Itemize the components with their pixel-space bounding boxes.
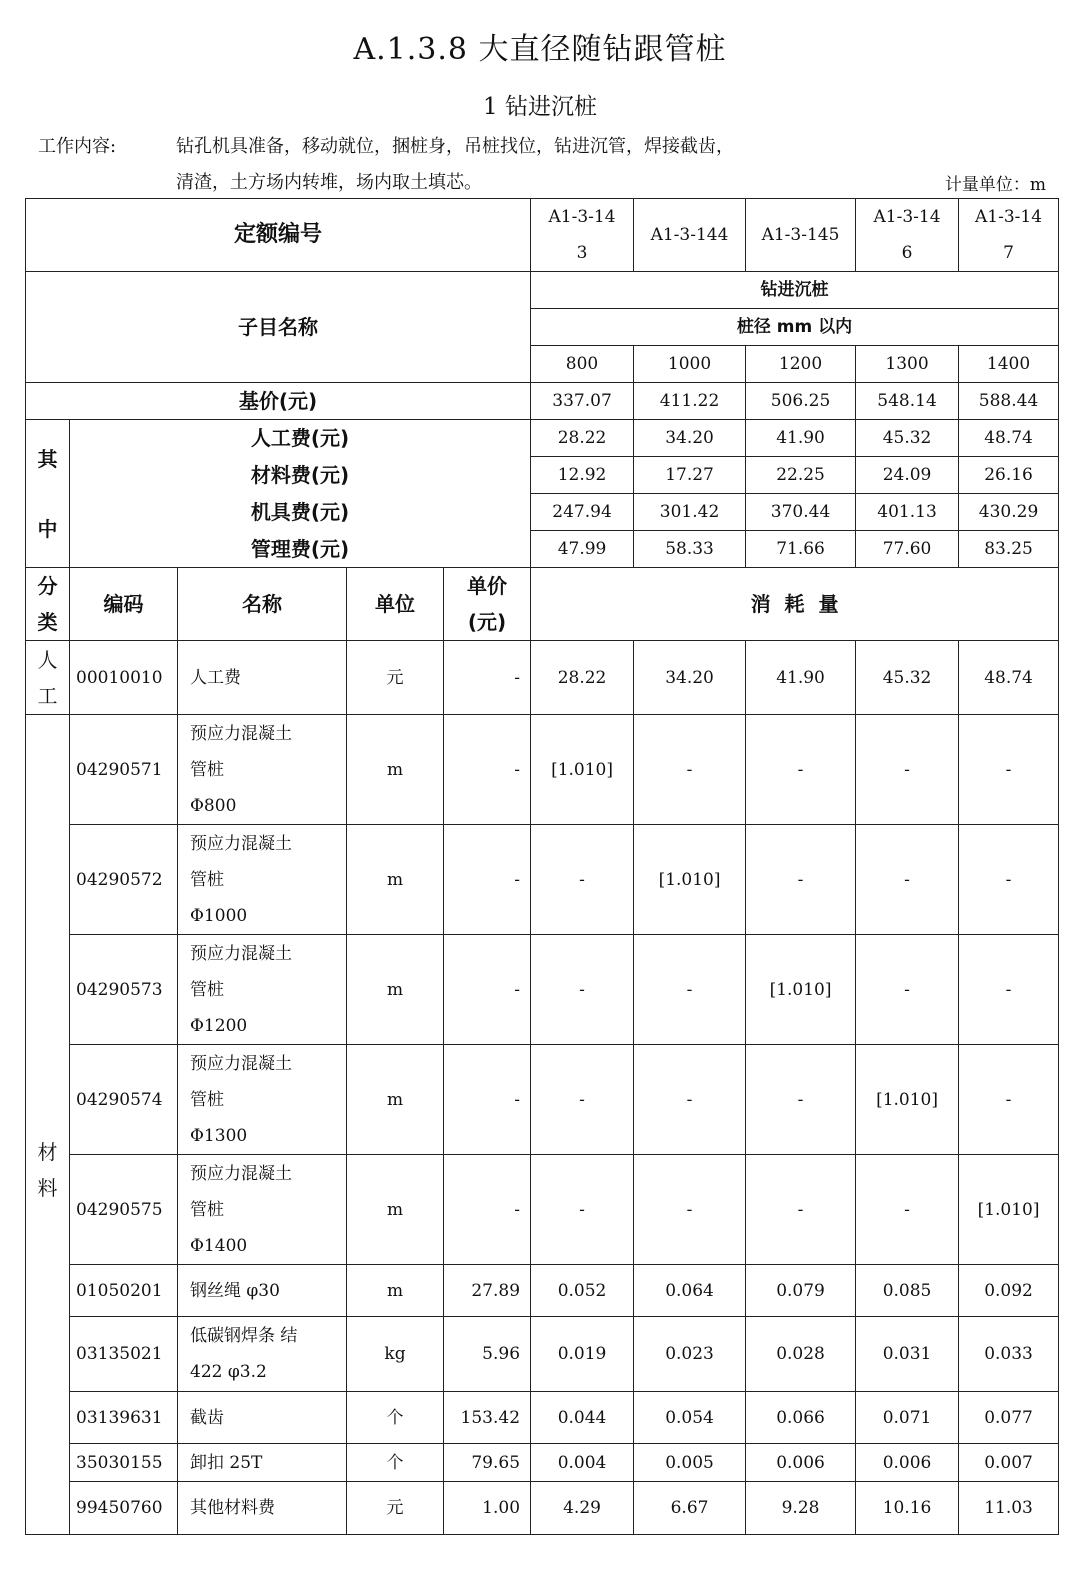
material-name: 预应力混凝土 管桩 Φ1000: [178, 825, 347, 935]
breakdown-label: 机具费(元): [70, 494, 531, 531]
breakdown-value: 22.25: [746, 457, 856, 494]
breakdown-label: 材料费(元): [70, 457, 531, 494]
diameter-value: 800: [531, 346, 634, 383]
column-header-category: 分 类: [26, 568, 70, 641]
material-unit: 个: [347, 1392, 444, 1444]
breakdown-value: 77.60: [856, 531, 959, 568]
material-price: 1.00: [444, 1482, 531, 1535]
breakdown-value: 45.32: [856, 420, 959, 457]
item-name-label: 子目名称: [26, 272, 531, 383]
material-price: 79.65: [444, 1444, 531, 1482]
material-value: 10.16: [856, 1482, 959, 1535]
material-unit: m: [347, 935, 444, 1045]
diameter-value: 1400: [959, 346, 1059, 383]
quota-code: A1-3-144: [634, 199, 746, 272]
material-value: 0.052: [531, 1265, 634, 1317]
material-value: -: [959, 715, 1059, 825]
labor-value: 28.22: [531, 641, 634, 715]
material-code: 04290573: [70, 935, 178, 1045]
material-row: [26, 935, 1059, 1045]
work-content-line-2: 清渣，土方场内转堆，场内取土填芯。: [176, 172, 482, 193]
breakdown-value: 26.16: [959, 457, 1059, 494]
material-value: 6.67: [634, 1482, 746, 1535]
column-header-unit: 单位: [347, 568, 444, 641]
material-row: [26, 1392, 1059, 1444]
material-value: 0.031: [856, 1317, 959, 1392]
material-unit: m: [347, 1265, 444, 1317]
base-price-value: 588.44: [959, 383, 1059, 420]
material-value: -: [959, 825, 1059, 935]
work-content-line-1: 钻孔机具准备，移动就位，捆桩身，吊桩找位，钻进沉管，焊接截齿，: [176, 136, 734, 157]
material-value: 0.006: [856, 1444, 959, 1482]
labor-name: 人工费: [178, 641, 347, 715]
material-value: [1.010]: [746, 935, 856, 1045]
material-value: 0.092: [959, 1265, 1059, 1317]
breakdown-label: 人工费(元): [70, 420, 531, 457]
material-row: [26, 1155, 1059, 1265]
material-value: -: [856, 825, 959, 935]
material-value: 0.028: [746, 1317, 856, 1392]
material-value: [1.010]: [531, 715, 634, 825]
material-name: 预应力混凝土 管桩 Φ1400: [178, 1155, 347, 1265]
material-value: 0.077: [959, 1392, 1059, 1444]
material-value: -: [959, 1045, 1059, 1155]
labor-value: 48.74: [959, 641, 1059, 715]
column-header-name: 名称: [178, 568, 347, 641]
material-value: 0.085: [856, 1265, 959, 1317]
material-value: 0.023: [634, 1317, 746, 1392]
breakdown-value: 58.33: [634, 531, 746, 568]
material-value: -: [531, 825, 634, 935]
material-price: -: [444, 825, 531, 935]
column-header-unit-price: 单价 (元): [444, 568, 531, 641]
material-value: 4.29: [531, 1482, 634, 1535]
breakdown-value: 34.20: [634, 420, 746, 457]
material-value: [1.010]: [856, 1045, 959, 1155]
material-value: 0.005: [634, 1444, 746, 1482]
material-value: 0.044: [531, 1392, 634, 1444]
material-price: -: [444, 715, 531, 825]
quota-code: A1-3-14 6: [856, 199, 959, 272]
material-value: -: [634, 1045, 746, 1155]
breakdown-value: 401.13: [856, 494, 959, 531]
material-value: 9.28: [746, 1482, 856, 1535]
material-row: [26, 1045, 1059, 1155]
base-price-value: 506.25: [746, 383, 856, 420]
material-value: 0.079: [746, 1265, 856, 1317]
material-value: 0.064: [634, 1265, 746, 1317]
breakdown-group-label: 其 中: [26, 420, 70, 568]
material-code: 03139631: [70, 1392, 178, 1444]
material-value: -: [634, 715, 746, 825]
material-unit: m: [347, 1155, 444, 1265]
page-title: A.1.3.8 大直径随钻跟管桩: [353, 32, 727, 67]
column-header-code: 编码: [70, 568, 178, 641]
section-subtitle: 1 钻进沉桩: [483, 94, 597, 120]
breakdown-value: 12.92: [531, 457, 634, 494]
material-name: 低碳钢焊条 结 422 φ3.2: [178, 1317, 347, 1392]
material-value: 0.033: [959, 1317, 1059, 1392]
category-materials: 材 料: [26, 715, 70, 1535]
material-value: -: [856, 935, 959, 1045]
item-group: 钻进沉桩: [531, 272, 1059, 309]
breakdown-value: 247.94: [531, 494, 634, 531]
material-value: -: [531, 935, 634, 1045]
material-name: 预应力混凝土 管桩 Φ1200: [178, 935, 347, 1045]
material-value: -: [746, 1045, 856, 1155]
labor-value: 34.20: [634, 641, 746, 715]
unit-note: 计量单位：m: [944, 175, 1046, 195]
quota-code: A1-3-14 3: [531, 199, 634, 272]
material-value: 0.019: [531, 1317, 634, 1392]
material-code: 04290574: [70, 1045, 178, 1155]
material-value: 0.066: [746, 1392, 856, 1444]
material-row: [26, 825, 1059, 935]
breakdown-value: 370.44: [746, 494, 856, 531]
material-value: -: [746, 1155, 856, 1265]
breakdown-value: 71.66: [746, 531, 856, 568]
diameter-value: 1300: [856, 346, 959, 383]
quota-table: [25, 198, 1059, 1535]
labor-value: 41.90: [746, 641, 856, 715]
material-row: [26, 1482, 1059, 1535]
material-name: 预应力混凝土 管桩 Φ800: [178, 715, 347, 825]
breakdown-value: 24.09: [856, 457, 959, 494]
material-value: -: [531, 1155, 634, 1265]
labor-value: 45.32: [856, 641, 959, 715]
quota-code-label: 定额编号: [26, 199, 531, 272]
material-value: [1.010]: [959, 1155, 1059, 1265]
material-name: 预应力混凝土 管桩 Φ1300: [178, 1045, 347, 1155]
material-code: 04290575: [70, 1155, 178, 1265]
material-value: -: [959, 935, 1059, 1045]
quota-code: A1-3-145: [746, 199, 856, 272]
breakdown-value: 47.99: [531, 531, 634, 568]
item-subgroup: 桩径 mm 以内: [531, 309, 1059, 346]
breakdown-value: 48.74: [959, 420, 1059, 457]
material-row: [26, 1444, 1059, 1482]
material-value: -: [856, 1155, 959, 1265]
material-price: -: [444, 1045, 531, 1155]
labor-unit: 元: [347, 641, 444, 715]
diameter-value: 1200: [746, 346, 856, 383]
material-unit: 元: [347, 1482, 444, 1535]
material-value: [1.010]: [634, 825, 746, 935]
material-name: 卸扣 25T: [178, 1444, 347, 1482]
breakdown-value: 83.25: [959, 531, 1059, 568]
diameter-value: 1000: [634, 346, 746, 383]
work-content-label: 工作内容:: [38, 136, 117, 157]
material-row: [26, 1265, 1059, 1317]
category-labor: 人 工: [26, 641, 70, 715]
material-value: -: [746, 825, 856, 935]
material-code: 01050201: [70, 1265, 178, 1317]
base-price-value: 411.22: [634, 383, 746, 420]
material-price: 153.42: [444, 1392, 531, 1444]
material-unit: m: [347, 825, 444, 935]
material-unit: m: [347, 1045, 444, 1155]
material-value: -: [634, 935, 746, 1045]
material-value: -: [634, 1155, 746, 1265]
base-price-value: 337.07: [531, 383, 634, 420]
material-row: [26, 715, 1059, 825]
material-price: 27.89: [444, 1265, 531, 1317]
material-price: -: [444, 935, 531, 1045]
breakdown-value: 17.27: [634, 457, 746, 494]
breakdown-label: 管理费(元): [70, 531, 531, 568]
breakdown-value: 28.22: [531, 420, 634, 457]
base-price-value: 548.14: [856, 383, 959, 420]
material-value: -: [531, 1045, 634, 1155]
quota-code: A1-3-14 7: [959, 199, 1059, 272]
material-code: 35030155: [70, 1444, 178, 1482]
material-price: 5.96: [444, 1317, 531, 1392]
material-code: 04290571: [70, 715, 178, 825]
material-unit: 个: [347, 1444, 444, 1482]
column-header-consumption: 消 耗 量: [531, 568, 1059, 641]
material-name: 其他材料费: [178, 1482, 347, 1535]
material-value: -: [856, 715, 959, 825]
labor-code: 00010010: [70, 641, 178, 715]
material-value: 0.007: [959, 1444, 1059, 1482]
breakdown-value: 41.90: [746, 420, 856, 457]
material-row: [26, 1317, 1059, 1392]
material-unit: kg: [347, 1317, 444, 1392]
labor-price: -: [444, 641, 531, 715]
material-value: 0.054: [634, 1392, 746, 1444]
material-value: 11.03: [959, 1482, 1059, 1535]
base-price-label: 基价(元): [26, 383, 531, 420]
material-price: -: [444, 1155, 531, 1265]
material-value: 0.071: [856, 1392, 959, 1444]
material-name: 截齿: [178, 1392, 347, 1444]
material-code: 03135021: [70, 1317, 178, 1392]
material-code: 04290572: [70, 825, 178, 935]
material-unit: m: [347, 715, 444, 825]
material-name: 钢丝绳 φ30: [178, 1265, 347, 1317]
breakdown-value: 430.29: [959, 494, 1059, 531]
material-value: 0.006: [746, 1444, 856, 1482]
material-value: -: [746, 715, 856, 825]
material-code: 99450760: [70, 1482, 178, 1535]
material-value: 0.004: [531, 1444, 634, 1482]
breakdown-value: 301.42: [634, 494, 746, 531]
